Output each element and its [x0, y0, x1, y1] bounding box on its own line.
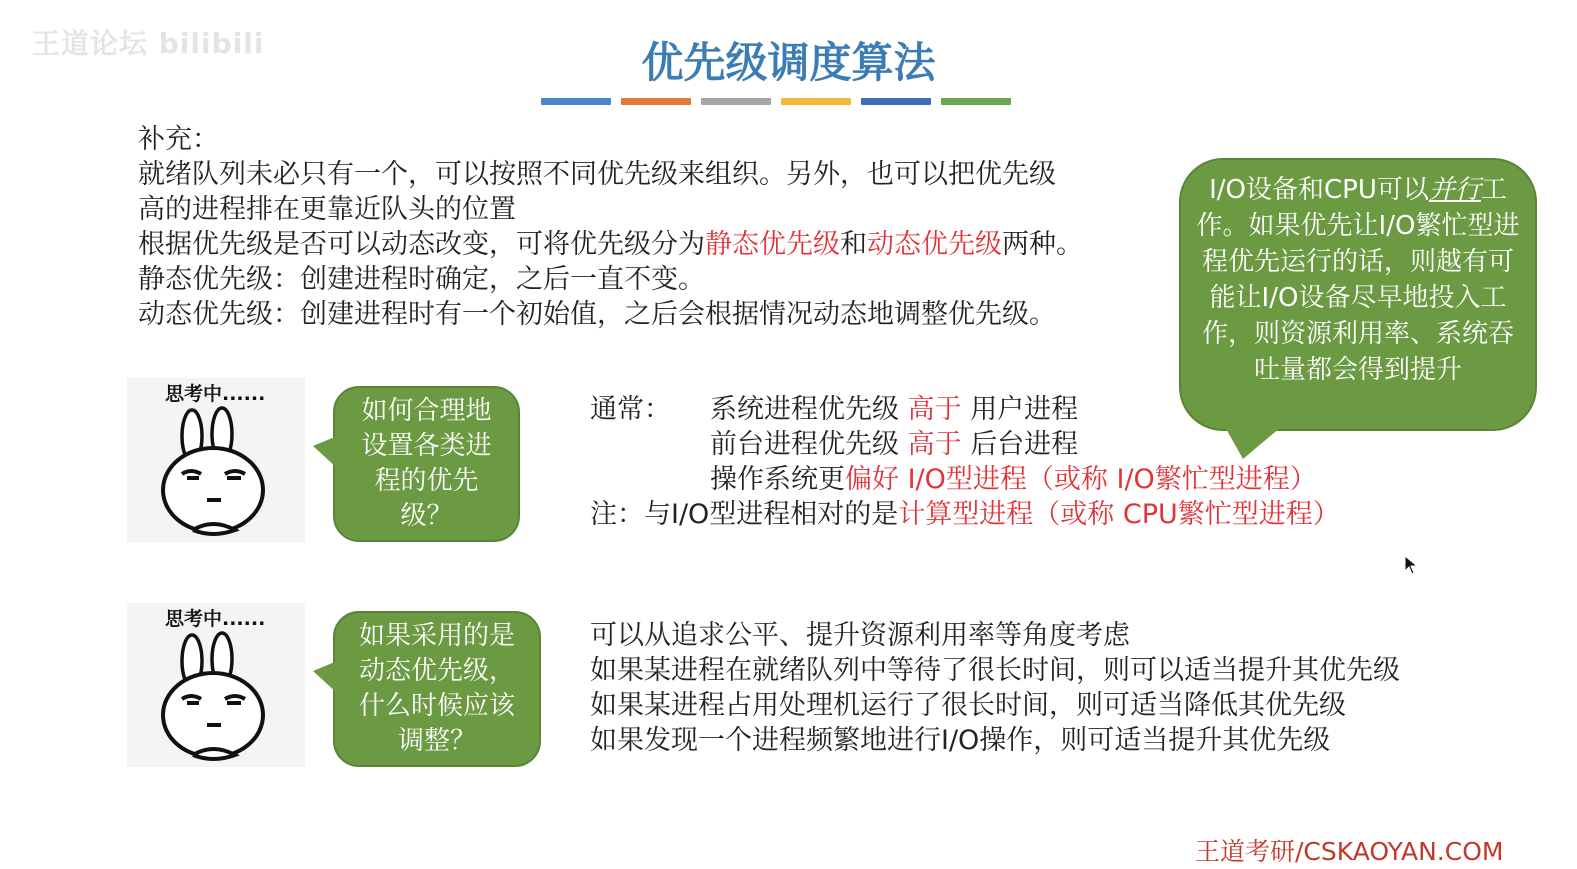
- intro-line: 静态优先级：创建进程时确定，之后一直不变。: [138, 264, 705, 295]
- answer-line: [590, 427, 1340, 462]
- text: 两种。: [1002, 229, 1083, 260]
- io-bubble-text: 工作。如果优先让I/O繁忙型进程优先运行的话，则越有可能让I/O设备尽早地投入工作，则资源利用率、系统吞吐量都会得到提升: [1196, 175, 1520, 385]
- prefix-label: 通常：: [590, 394, 671, 425]
- title-color-bars: [541, 98, 1011, 106]
- intro-line: [138, 227, 1083, 262]
- answer-note: [590, 497, 1340, 532]
- title-color-bar: [701, 98, 771, 105]
- rabbit-thinking-icon: [127, 603, 305, 767]
- cpu-bound-term: 计算型进程（或称 CPU繁忙型进程）: [898, 499, 1340, 530]
- bubble-tail: [313, 661, 337, 693]
- intro-heading: 补充：: [138, 124, 219, 155]
- title-color-bar: [541, 98, 611, 105]
- io-bound-term: 偏好 I/O型进程（或称 I/O繁忙型进程）: [845, 464, 1317, 495]
- title-color-bar: [941, 98, 1011, 105]
- answer-line: 如果某进程在就绪队列中等待了很长时间，则可以适当提升其优先级: [590, 655, 1400, 686]
- text: 注：与I/O型进程相对的是: [590, 499, 899, 530]
- answer-block-1: [590, 392, 1340, 532]
- dynamic-priority-term: 动态优先级: [867, 229, 1002, 260]
- question-text: 如果采用的是动态优先级，什么时候应该调整？: [358, 621, 515, 756]
- answer-line: [590, 392, 1340, 427]
- text: 后台进程: [970, 429, 1079, 460]
- rabbit-thinking-icon: [127, 378, 305, 542]
- footer-brand: 王道考研/CSKAOYAN.COM: [1195, 837, 1504, 866]
- intro-line: 就绪队列未必只有一个，可以按照不同优先级来组织。另外，也可以把优先级: [138, 159, 1056, 190]
- title-color-bar: [781, 98, 851, 105]
- answer-line: 可以从追求公平、提升资源利用率等角度考虑: [590, 620, 1130, 651]
- text: 操作系统更: [710, 464, 845, 495]
- intro-text: [138, 122, 1083, 332]
- question-bubble-1: [333, 386, 520, 542]
- higher-than-term: 高于: [907, 394, 962, 425]
- mouse-cursor-icon: [1404, 555, 1418, 579]
- title-color-bar: [861, 98, 931, 105]
- answer-block-2: [590, 618, 1400, 758]
- text: 前台进程优先级: [710, 429, 899, 460]
- question-bubble-2: [333, 611, 541, 767]
- io-speech-bubble: [1179, 158, 1537, 431]
- intro-line: 动态优先级：创建进程时有一个初始值，之后会根据情况动态地调整优先级。: [138, 299, 1056, 330]
- slide-title: 优先级调度算法: [641, 38, 936, 87]
- text: 系统进程优先级: [710, 394, 899, 425]
- higher-than-term: 高于: [907, 429, 962, 460]
- thinker-label: 思考中......: [165, 383, 266, 405]
- text: 根据优先级是否可以动态改变，可将优先级分为: [138, 229, 705, 260]
- answer-line: [590, 462, 1340, 497]
- thinker-label: 思考中......: [165, 608, 266, 630]
- bubble-tail: [313, 436, 337, 468]
- text: 用户进程: [970, 394, 1079, 425]
- title-color-bar: [621, 98, 691, 105]
- watermark: 王道论坛 bilibili: [32, 27, 265, 60]
- intro-line: 高的进程排在更靠近队头的位置: [138, 194, 516, 225]
- io-bubble-text: I/O设备和CPU可以: [1209, 175, 1429, 205]
- answer-line: 如果某进程占用处理机运行了很长时间，则可适当降低其优先级: [590, 690, 1346, 721]
- static-priority-term: 静态优先级: [705, 229, 840, 260]
- answer-line: 如果发现一个进程频繁地进行I/O操作，则可适当提升其优先级: [590, 725, 1331, 756]
- question-text: 如何合理地设置各类进程的优先级？: [361, 396, 492, 531]
- text: 和: [840, 229, 867, 260]
- parallel-emphasis: 并行: [1428, 175, 1481, 205]
